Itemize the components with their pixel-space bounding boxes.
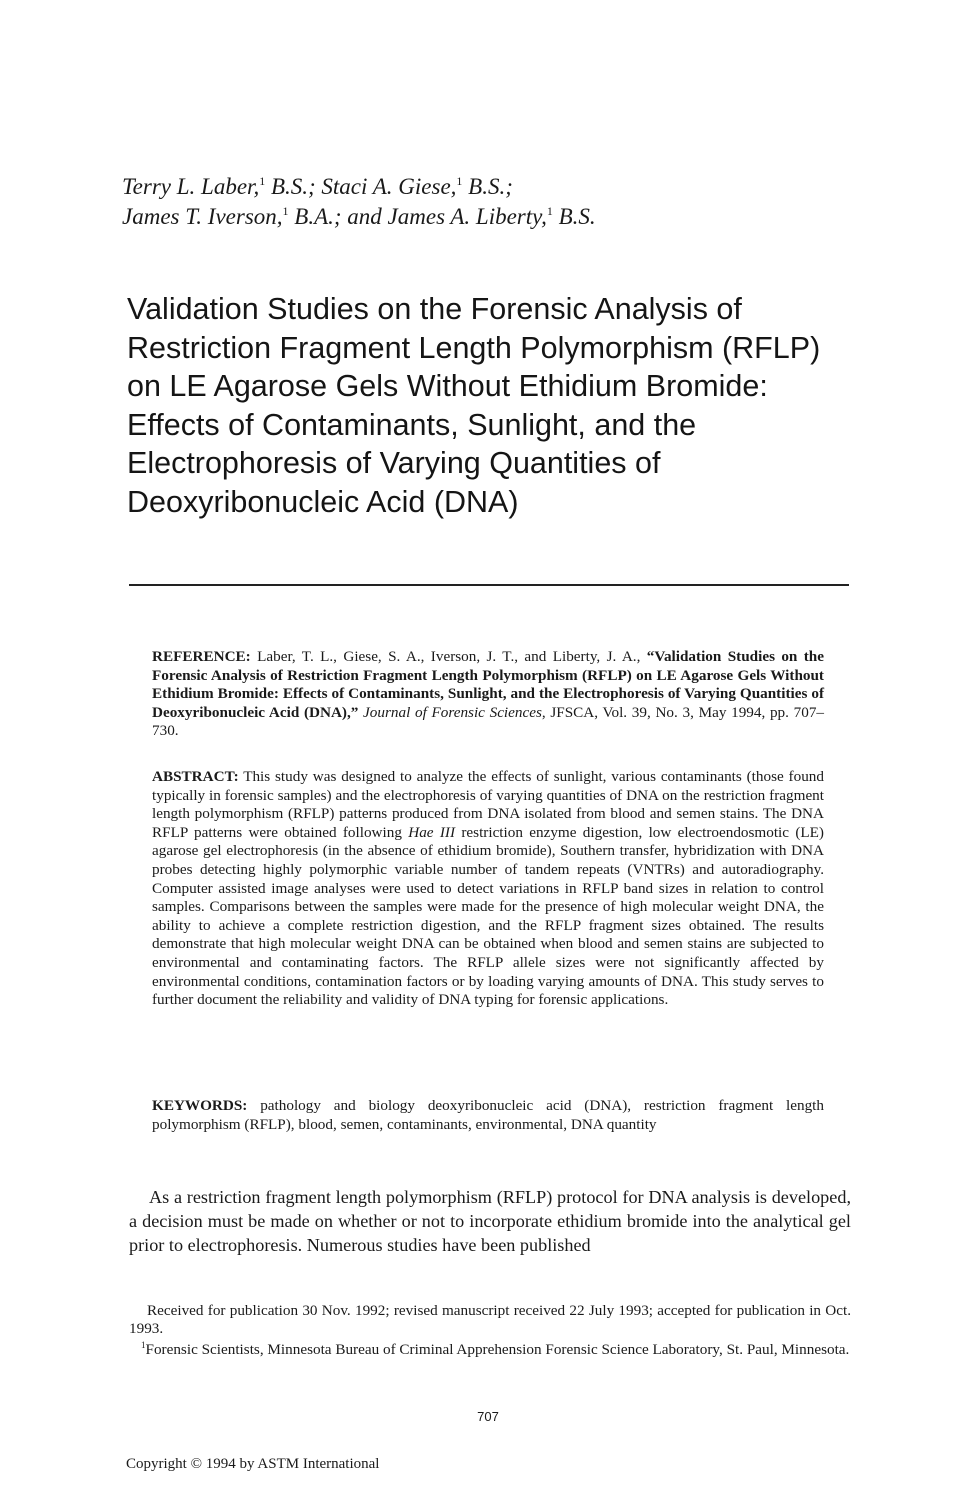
author-name: B.S.; Staci A. Giese, (265, 174, 457, 199)
paper-title (127, 290, 867, 521)
enzyme-name: Hae III (408, 823, 456, 841)
abstract-block (152, 768, 824, 1010)
body-text: As a restriction fragment length polymorphism (RFLP) protocol for DNA analysis is developed, a decision must be made on whether or not to incorporate ethidium bromide into the analytical gel prior to electrophoresis. Numerous studies have been published (129, 1187, 851, 1255)
title-divider (129, 584, 849, 586)
author-degree: B.S. (552, 204, 596, 229)
title-line: Effects of Contaminants, Sunlight, and the (127, 407, 697, 442)
reference-citation: , JFSCA, Vol. 39, No. 3, May 1994, pp. 707–730. (152, 703, 825, 740)
abstract-text: restriction enzyme digestion, low electroendosmotic (LE) agarose gel electrophoresis (in the absence of ethidium bromide), Southern transfer, hybridization with DNA probes detecting highly polymorphic variable number of tandem repeats (VNTRs) and autoradiography. Computer assisted image analyses were used to detect variations in RFLP band sizes in relation to control samples. Comparisons between the samples were made for the presence of high molecular weight DNA, the ability to achieve a complete restriction digestion, and the RFLP fragment sizes obtained. The results demonstrate that high molecular weight DNA can be obtained when blood and semen stains are subjected to environmental and contaminating factors. The RFLP allele sizes were not significantly affected by environmental conditions, contamination factors or by loading varying amounts of DNA. This study serves to further document the reliability and validity of DNA typing for forensic applications. (152, 823, 824, 1009)
abstract-label: ABSTRACT: (152, 768, 239, 785)
author-name: James T. Iverson, (122, 204, 283, 229)
title-line: Validation Studies on the Forensic Analysis of (127, 292, 742, 326)
affiliation-marker: 1 (141, 1340, 146, 1350)
footnote-affiliation-text: Forensic Scientists, Minnesota Bureau of Criminal Apprehension Forensic Science Laboratory, St. Paul, Minnesota. (145, 1341, 850, 1358)
reference-authors: Laber, T. L., Giese, S. A., Iverson, J. T., and Liberty, J. A., (250, 648, 647, 665)
title-line: Deoxyribonucleic Acid (DNA) (127, 484, 519, 519)
reference-label: REFERENCE: (152, 648, 251, 665)
author-list (122, 172, 842, 232)
keywords-text: pathology and biology deoxyribonucleic acid (DNA), restriction fragment length polymorphism (RFLP), blood, semen, contaminants, environmental, DNA quantity (152, 1097, 824, 1133)
reference-journal: Journal of Forensic Sciences (358, 703, 542, 721)
author-line-2 (122, 202, 842, 232)
author-line-1 (122, 172, 842, 202)
body-paragraph (129, 1186, 851, 1257)
reference-block (152, 648, 824, 741)
abstract-text: This study was designed to analyze the effects of sunlight, various contaminants (those found typically in forensic samples) and the electrophoresis of varying quantities of DNA on the restriction fragment length polymorphism (RFLP) patterns produced from DNA isolated from blood and semen stains. The DNA RFLP patterns were obtained following (152, 768, 824, 841)
affiliation-marker: 1 (282, 204, 289, 218)
title-line: Restriction Fragment Length Polymorphism (RFLP) (127, 330, 821, 365)
keywords-block (152, 1097, 824, 1134)
affiliation-marker: 1 (546, 204, 553, 218)
reference-article-title: “Validation Studies on the Forensic Analysis of Restriction Fragment Length Polymorphism (RFLP) on LE Agarose Gels Without Ethidium Bromide: Effects of Contaminants, Sunlight, and the Electrophoresis of Varying Quantities of Deoxyribonucleic Acid (DNA),” (152, 648, 824, 721)
page-number: 707 (477, 1409, 499, 1424)
footnote-received-text: Received for publication 30 Nov. 1992; revised manuscript received 22 July 1993; accepted for publication in Oct. 1993. (129, 1302, 851, 1338)
footnote-received (129, 1302, 851, 1338)
title-line: on LE Agarose Gels Without Ethidium Bromide: (127, 369, 768, 403)
title-line: Electrophoresis of Varying Quantities of (127, 446, 661, 480)
affiliation-marker: 1 (259, 174, 266, 188)
author-name: Terry L. Laber, (122, 174, 260, 199)
author-name: B.A.; and James A. Liberty, (288, 204, 547, 229)
keywords-label: KEYWORDS: (152, 1097, 248, 1114)
affiliation-marker: 1 (456, 174, 463, 188)
footnote-affiliation (129, 1341, 851, 1359)
copyright-notice: Copyright © 1994 by ASTM International (126, 1456, 380, 1472)
author-degree: B.S.; (462, 174, 513, 199)
